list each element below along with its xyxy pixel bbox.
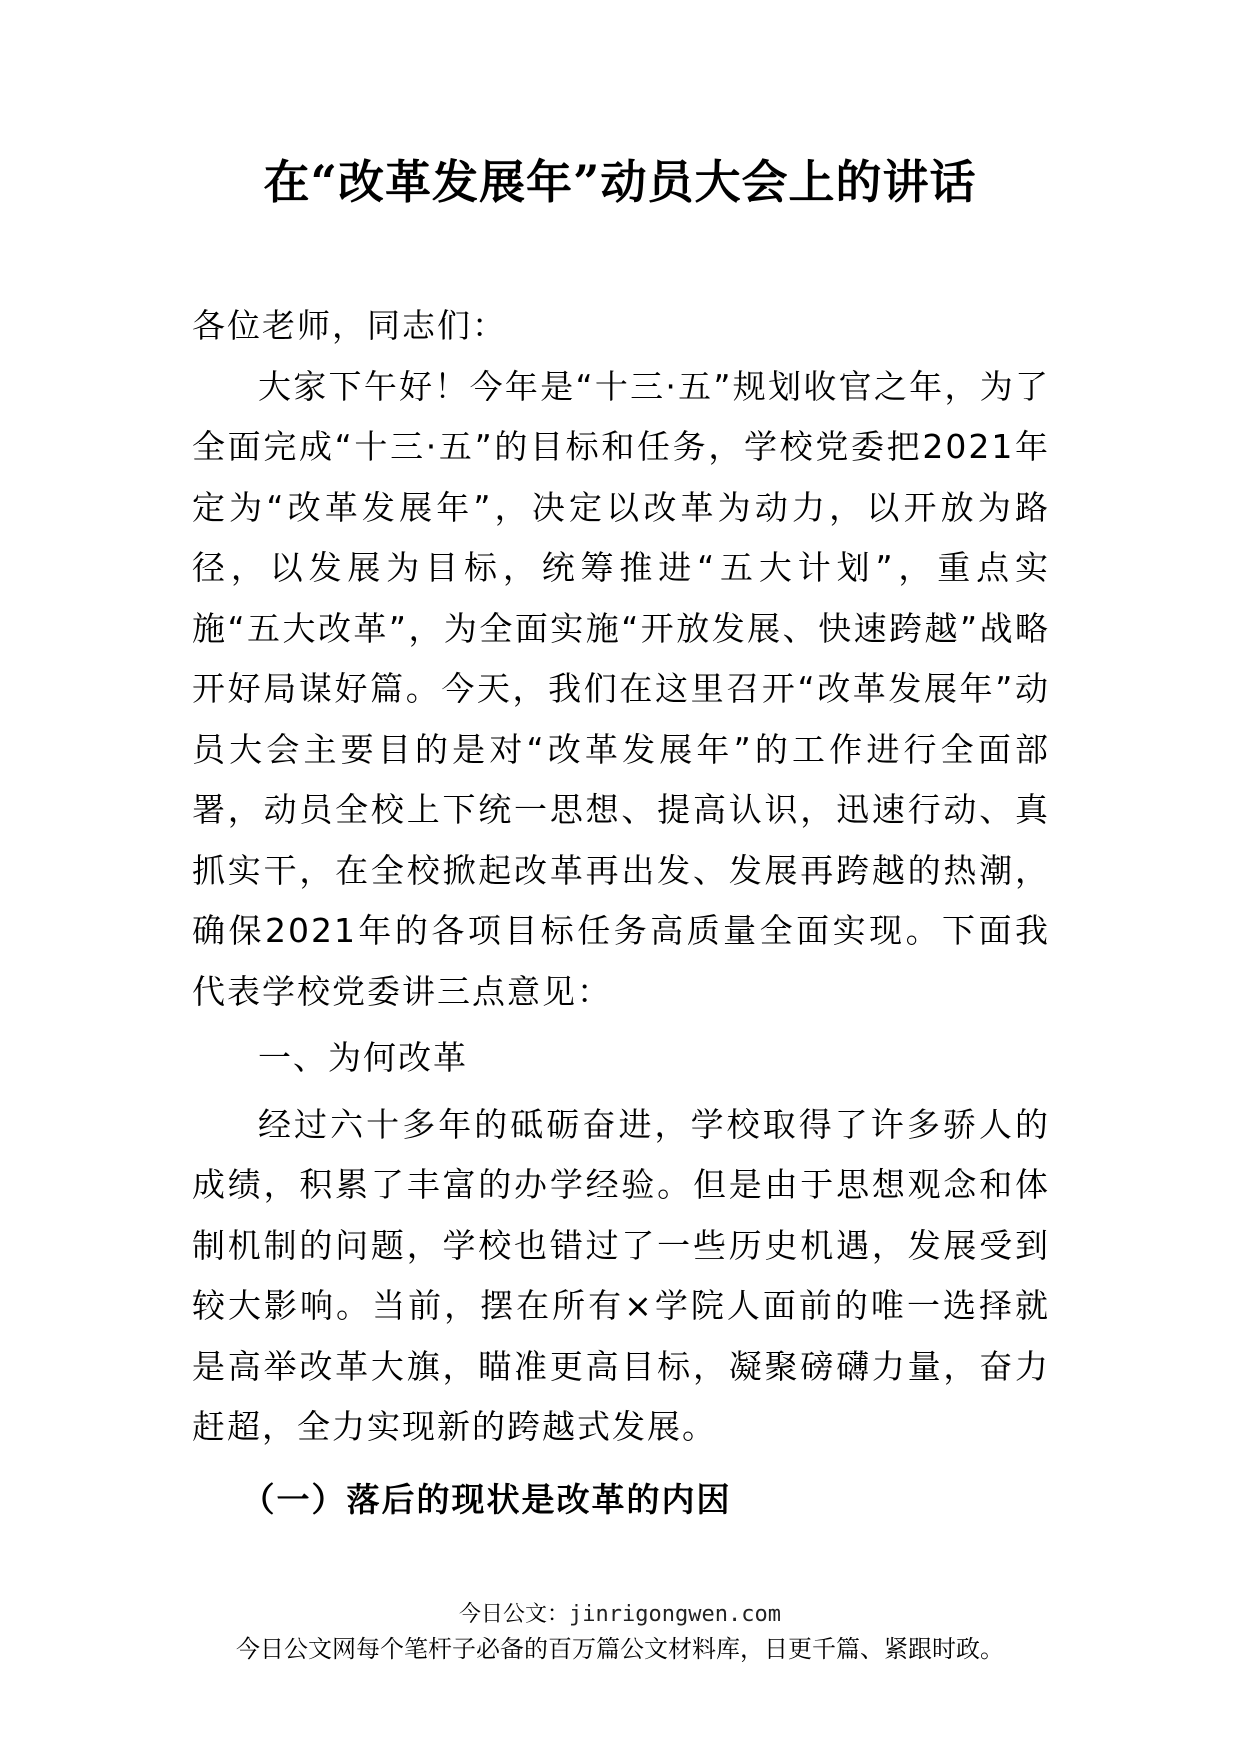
footer-site: [0, 1600, 1240, 1630]
footer-tagline: 今日公文网每个笔杆子必备的百万篇公文材料库，日更千篇、紧跟时政。: [236, 1635, 1004, 1663]
subsection-heading: （一）落后的现状是改革的内因: [241, 1479, 732, 1519]
footer-site-label: 今日公文：: [459, 1602, 570, 1627]
section-paragraph: 经过六十多年的砥砺奋进，学校取得了许多骄人的成绩，积累了丰富的办学经验。但是由于思想观念和体制机制的问题，学校也错过了一些历史机遇，发展受到较大影响。当前，摆在所有×学院人面前的唯一选择就是高举改革大旗，瞄准更高目标，凝聚磅礴力量，奋力赶超，全力实现新的跨越式发展。: [192, 1104, 1050, 1446]
document-title: 在“改革发展年”动员大会上的讲话: [263, 155, 977, 209]
section-heading: 一、为何改革: [258, 1038, 468, 1077]
document-body: [192, 296, 1050, 1530]
salutation: 各位老师，同志们：: [192, 306, 507, 345]
footer-site-url[interactable]: jinrigongwen.com: [569, 1602, 781, 1627]
intro-paragraph: 大家下午好！今年是“十三·五”规划收官之年，为了全面完成“十三·五”的目标和任务，学校党委把2021年定为“改革发展年”，决定以改革为动力，以开放为路径，以发展为目标，统筹推进“五大计划”，重点实施“五大改革”，为全面实施“开放发展、快速跨越”战略开好局谋好篇。今天，我们在这里召开“改革发展年”动员大会主要目的是对“改革发展年”的工作进行全面部署，动员全校上下统一思想、提高认识，迅速行动、真抓实干，在全校掀起改革再出发、发展再跨越的热潮，确保2021年的各项目标任务高质量全面实现。下面我代表学校党委讲三点意见：: [192, 366, 1050, 1011]
